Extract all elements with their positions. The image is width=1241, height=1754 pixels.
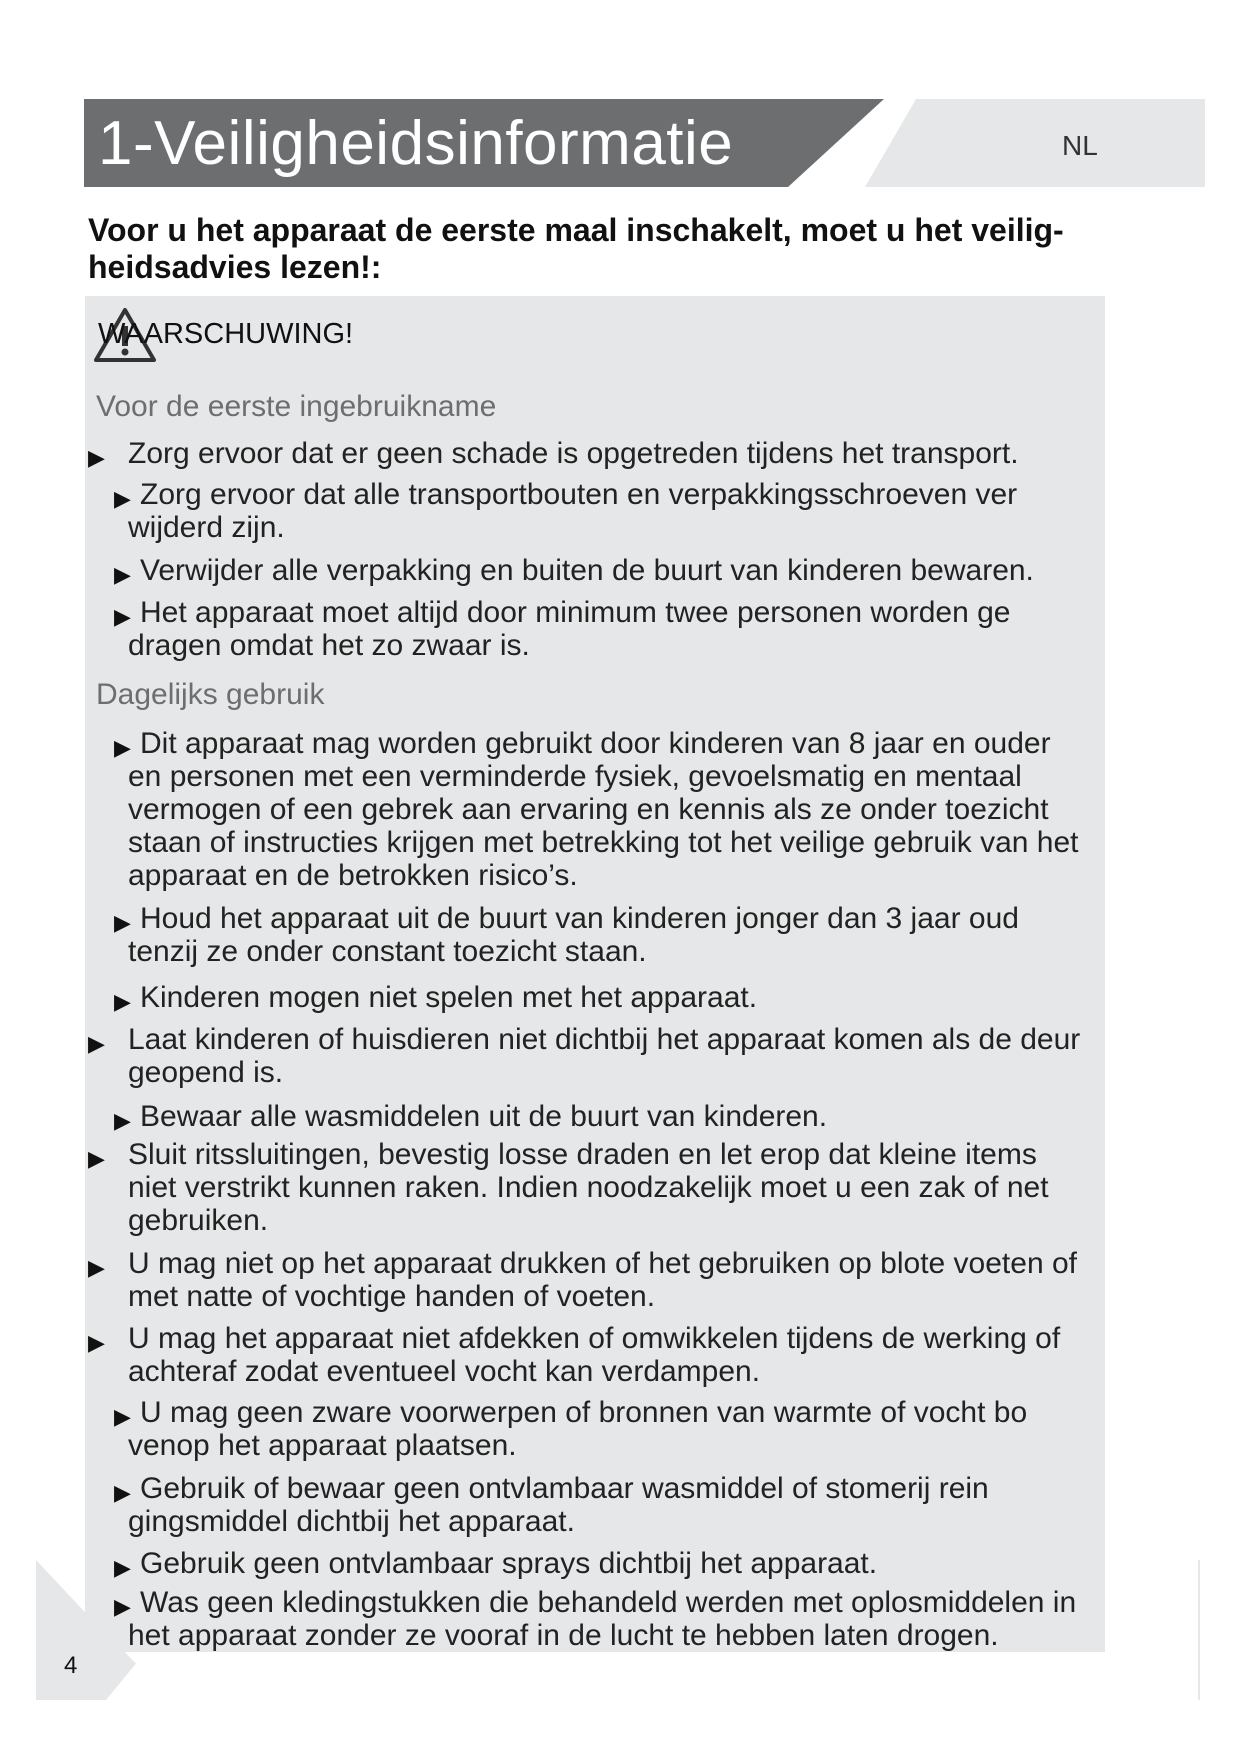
list-item: ▶ Was geen kledingstukken die behandeld werden met oplosmiddelen in het apparaat zonder ze vooraf in de lucht te hebben laten drogen. <box>114 1586 1077 1652</box>
list-item: ▶ U mag geen zware voorwerpen of bronnen van warmte of vocht bo venop het apparaat plaatsen. <box>114 1396 1028 1462</box>
list-item: ▶ Zorg ervoor dat alle transportbouten en verpakkingsschroeven ver wijderd zijn. <box>114 478 1018 544</box>
bullet-arrow-icon: ▶ <box>88 1330 105 1355</box>
bullet-arrow-icon: ▶ <box>88 445 105 470</box>
bullet-arrow-icon: ▶ <box>114 1480 131 1505</box>
list-item: ▶ Laat kinderen of huisdieren niet dichtbij het apparaat komen als de deur geopend is. <box>88 1023 1081 1089</box>
list-item: ▶ Kinderen mogen niet spelen met het apparaat. <box>128 981 1088 1014</box>
list-item: ▶ Verwijder alle verpakking en buiten de buurt van kinderen bewaren. <box>128 554 1088 587</box>
language-label: NL <box>1062 130 1098 161</box>
list-item: ▶ Gebruik geen ontvlambaar sprays dichtbij het apparaat. <box>128 1547 1088 1580</box>
bullet-arrow-icon: ▶ <box>114 1404 131 1429</box>
bullet-arrow-icon: ▶ <box>88 1255 105 1280</box>
page-edge-decoration <box>1198 1560 1200 1700</box>
intro-text: Voor u het apparaat de eerste maal inschakelt, moet u het veilig-heidsadvies lezen!: <box>88 212 1064 285</box>
list-item: ▶ Sluit ritssluitingen, bevestig losse draden en let erop dat kleine items niet verstrikt kunnen raken. Indien noodzakelijk moet u een zak of net gebruiken. <box>88 1138 1049 1237</box>
language-tab <box>865 99 1205 187</box>
bullet-arrow-icon: ▶ <box>114 989 131 1014</box>
page-title: 1-Veiligheidsinformatie <box>98 109 734 178</box>
list-item: ▶ Gebruik of bewaar geen ontvlambaar wasmiddel of stomerij rein gingsmiddel dichtbij het apparaat. <box>114 1472 989 1538</box>
bullet-arrow-icon: ▶ <box>114 1555 131 1580</box>
list-item: ▶ Dit apparaat mag worden gebruikt door kinderen van 8 jaar en ouder en personen met een verminderde fysiek, gevoelsmatig en mentaal vermogen of een gebrek aan ervaring en kennis als ze onder toezicht staan of instructies krijgen met betrekking tot het veilige gebruik van het apparaat en de betrokken risico’s. <box>114 727 1079 892</box>
bullet-arrow-icon: ▶ <box>114 910 131 935</box>
warning-label: WAARSCHUWING! <box>98 318 354 350</box>
bullet-arrow-icon: ▶ <box>88 1031 105 1056</box>
page-number: 4 <box>64 1652 78 1679</box>
section-title-first-use: Voor de eerste ingebruikname <box>96 390 497 423</box>
section-title-daily-use: Dagelijks gebruik <box>96 678 325 711</box>
bullet-arrow-icon: ▶ <box>88 1146 105 1171</box>
bullet-arrow-icon: ▶ <box>114 735 131 760</box>
bullet-arrow-icon: ▶ <box>114 562 131 587</box>
list-item: ▶ U mag niet op het apparaat drukken of het gebruiken op blote voeten of met natte of vochtige handen of voeten. <box>88 1247 1077 1313</box>
list-item: ▶ Houd het apparaat uit de buurt van kinderen jonger dan 3 jaar oud tenzij ze onder constant toezicht staan. <box>114 902 1019 968</box>
list-item: ▶ Zorg ervoor dat er geen schade is opgetreden tijdens het transport. <box>128 437 1088 470</box>
list-item: ▶ U mag het apparaat niet afdekken of omwikkelen tijdens de werking of achteraf zodat eventueel vocht kan verdampen. <box>88 1322 1061 1388</box>
list-item: ▶ Het apparaat moet altijd door minimum twee personen worden ge dragen omdat het zo zwaar is. <box>114 596 1011 662</box>
bullet-arrow-icon: ▶ <box>114 604 131 629</box>
bullet-arrow-icon: ▶ <box>114 1594 131 1619</box>
list-item: ▶ Bewaar alle wasmiddelen uit de buurt van kinderen. <box>128 1100 1088 1133</box>
bullet-arrow-icon: ▶ <box>114 486 131 511</box>
bullet-arrow-icon: ▶ <box>114 1108 131 1133</box>
